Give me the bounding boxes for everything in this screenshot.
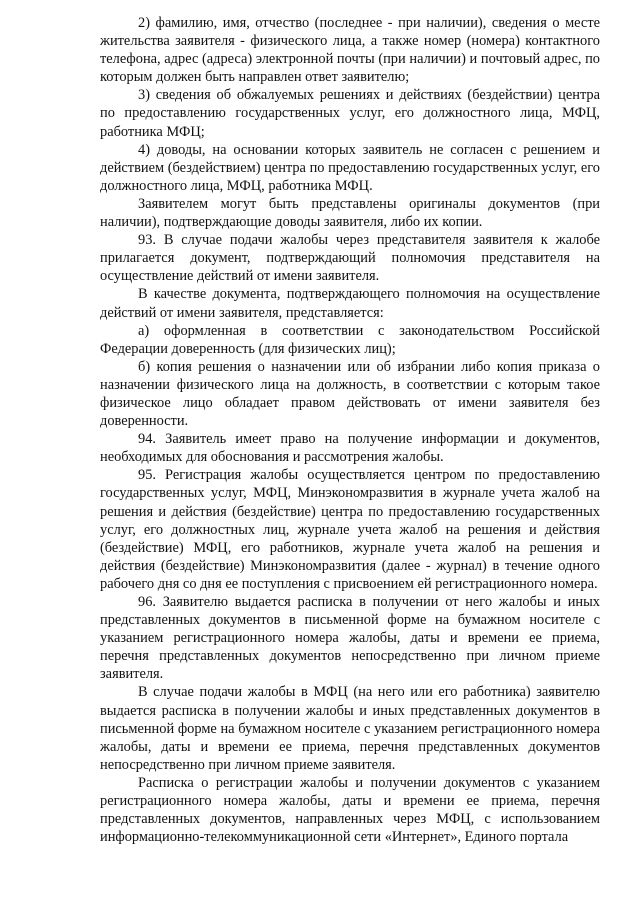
- paragraph-item-2-contact-details: 2) фамилию, имя, отчество (последнее - при наличии), сведения о месте жительства заявителя - физического лица, а также номер (номера) контактного телефона, адрес (адреса) электронной почты (при наличии) и почтовый адрес, по которым должен быть направлен ответ заявителю;: [100, 15, 600, 86]
- paragraph-item-3-appealed-decisions: 3) сведения об обжалуемых решениях и действиях (бездействии) центра по предоставлению государственных услуг, его должностного лица, МФЦ, работника МФЦ;: [100, 87, 600, 140]
- paragraph-94-right-to-information: 94. Заявитель имеет право на получение информации и документов, необходимых для обоснования и рассмотрения жалобы.: [100, 431, 600, 466]
- paragraph-95-registration: 95. Регистрация жалобы осуществляется центром по предоставлению государственных услуг, МФЦ, Минэкономразвития в журнале учета жалоб на решения и действия (бездействие) центра по предоставлению государственных услуг, его должностных лиц, журнале учета жалоб на решения и действия (бездействие) МФЦ, его работников, журнале учета жалоб на решения и действия (бездействие) Минэкономразвития (далее - журнал) в течение одного рабочего дня со дня ее поступления с присвоением ей регистрационного номера.: [100, 467, 600, 592]
- paragraph-mfc-receipt: В случае подачи жалобы в МФЦ (на него или его работника) заявителю выдается расписка в получении жалобы и иных представленных документов в письменной форме на бумажном носителе с указанием регистрационного номера жалобы, даты и времени ее приема, перечня представленных документов непосредственно при личном приеме заявителя.: [100, 684, 600, 773]
- paragraph-item-4-arguments: 4) доводы, на основании которых заявитель не согласен с решением и действием (бездействием) центра по предоставлению государственных услуг, его должностного лица, МФЦ, работника МФЦ.: [100, 141, 600, 194]
- document-page: [100, 14, 600, 846]
- paragraph-supporting-documents: Заявителем могут быть представлены оригиналы документов (при наличии), подтверждающие доводы заявителя, либо их копии.: [100, 195, 600, 231]
- paragraph-item-a-power-of-attorney: а) оформленная в соответствии с законодательством Российской Федерации доверенность (для физических лиц);: [100, 322, 600, 357]
- paragraph-96-receipt: 96. Заявителю выдается расписка в получении от него жалобы и иных представленных документов в письменной форме на бумажном носителе с указанием регистрационного номера жалобы, даты и времени ее приема, перечня представленных документов непосредственно при личном приеме заявителя.: [100, 594, 600, 683]
- paragraph-item-b-appointment-copy: б) копия решения о назначении или об избрании либо копия приказа о назначении физического лица на должность, в соответствии с которым такое физическое лицо обладает правом действовать от имени заявителя без доверенности.: [100, 358, 600, 430]
- paragraph-authority-document: В качестве документа, подтверждающего полномочия на осуществление действий от имени заявителя, представляется:: [100, 286, 600, 321]
- paragraph-receipt-registration: Расписка о регистрации жалобы и получении документов с указанием регистрационного номера жалобы, даты и времени ее приема, перечня представленных документов, направленных через МФЦ, с использованием информационно-телекоммуникационной сети «Интернет», Единого портала: [100, 774, 600, 846]
- paragraph-93-representative: 93. В случае подачи жалобы через представителя заявителя к жалобе прилагается документ, подтверждающий полномочия представителя на осуществление действий от имени заявителя.: [100, 232, 600, 285]
